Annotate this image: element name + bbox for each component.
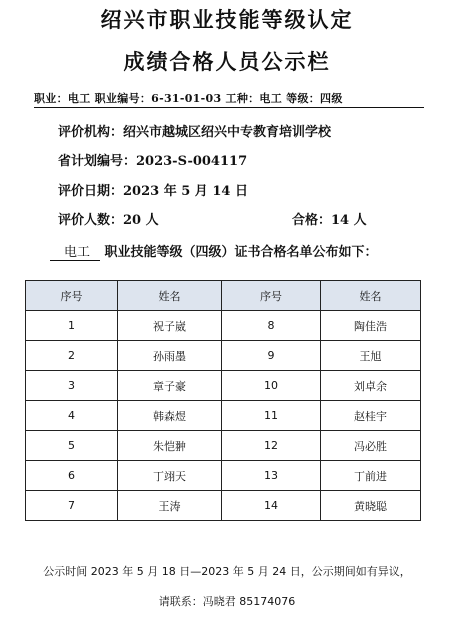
header-name-2: 姓名 — [321, 281, 421, 311]
certificate-statement — [50, 241, 378, 261]
table-row — [26, 371, 421, 401]
seq-cell: 5 — [26, 431, 118, 461]
contact-line: 请联系：冯晓君 85174076 — [158, 595, 296, 608]
seq-cell: 4 — [26, 401, 118, 431]
table-row — [26, 311, 421, 341]
seq-cell: 9 — [222, 341, 321, 371]
seq-cell: 11 — [222, 401, 321, 431]
name-cell: 刘卓余 — [321, 371, 421, 401]
table-row — [26, 461, 421, 491]
page-subtitle: 成绩合格人员公示栏 — [123, 49, 331, 74]
table-row — [26, 431, 421, 461]
name-cell: 章子豪 — [118, 371, 222, 401]
table-row — [26, 491, 421, 521]
certificate-text: 职业技能等级（四级）证书合格名单公布如下： — [104, 245, 378, 260]
seq-cell: 12 — [222, 431, 321, 461]
seq-cell: 13 — [222, 461, 321, 491]
name-cell: 赵桂宇 — [321, 401, 421, 431]
page-title: 绍兴市职业技能等级认定 — [100, 7, 354, 32]
name-cell: 冯必胜 — [321, 431, 421, 461]
seq-cell: 10 — [222, 371, 321, 401]
header-seq-2: 序号 — [222, 281, 321, 311]
header-seq-1: 序号 — [26, 281, 118, 311]
plan-number: 省计划编号：2023-S-004117 — [58, 154, 248, 169]
name-cell: 朱恺翀 — [118, 431, 222, 461]
seq-cell: 14 — [222, 491, 321, 521]
table-header-row — [26, 281, 421, 311]
name-cell: 丁翊天 — [118, 461, 222, 491]
name-cell: 丁前进 — [321, 461, 421, 491]
table-row — [26, 401, 421, 431]
seq-cell: 2 — [26, 341, 118, 371]
evaluation-count: 评价人数：20 人 — [58, 213, 159, 228]
passed-list-table — [25, 280, 421, 521]
seq-cell: 1 — [26, 311, 118, 341]
header-name-1: 姓名 — [118, 281, 222, 311]
name-cell: 陶佳浩 — [321, 311, 421, 341]
seq-cell: 8 — [222, 311, 321, 341]
passed-count: 合格：14 人 — [292, 213, 367, 228]
name-cell: 黄晓聪 — [321, 491, 421, 521]
evaluation-date: 评价日期：2023 年 5 月 14 日 — [58, 184, 248, 199]
name-cell: 韩森煜 — [118, 401, 222, 431]
name-cell: 祝子崴 — [118, 311, 222, 341]
evaluation-org: 评价机构：绍兴市越城区绍兴中专教育培训学校 — [58, 125, 332, 140]
name-cell: 孙雨墨 — [118, 341, 222, 371]
announcement-period: 公示时间 2023 年 5 月 18 日—2023 年 5 月 24 日，公示期间如有异议， — [43, 565, 411, 578]
occupation-line: 职业：电工 职业编号：6-31-01-03 工种：电工 等级：四级 — [34, 90, 424, 108]
seq-cell: 3 — [26, 371, 118, 401]
seq-cell: 7 — [26, 491, 118, 521]
name-cell: 王旭 — [321, 341, 421, 371]
table-row — [26, 341, 421, 371]
certificate-job: 电工 — [50, 241, 100, 261]
name-cell: 王涛 — [118, 491, 222, 521]
seq-cell: 6 — [26, 461, 118, 491]
